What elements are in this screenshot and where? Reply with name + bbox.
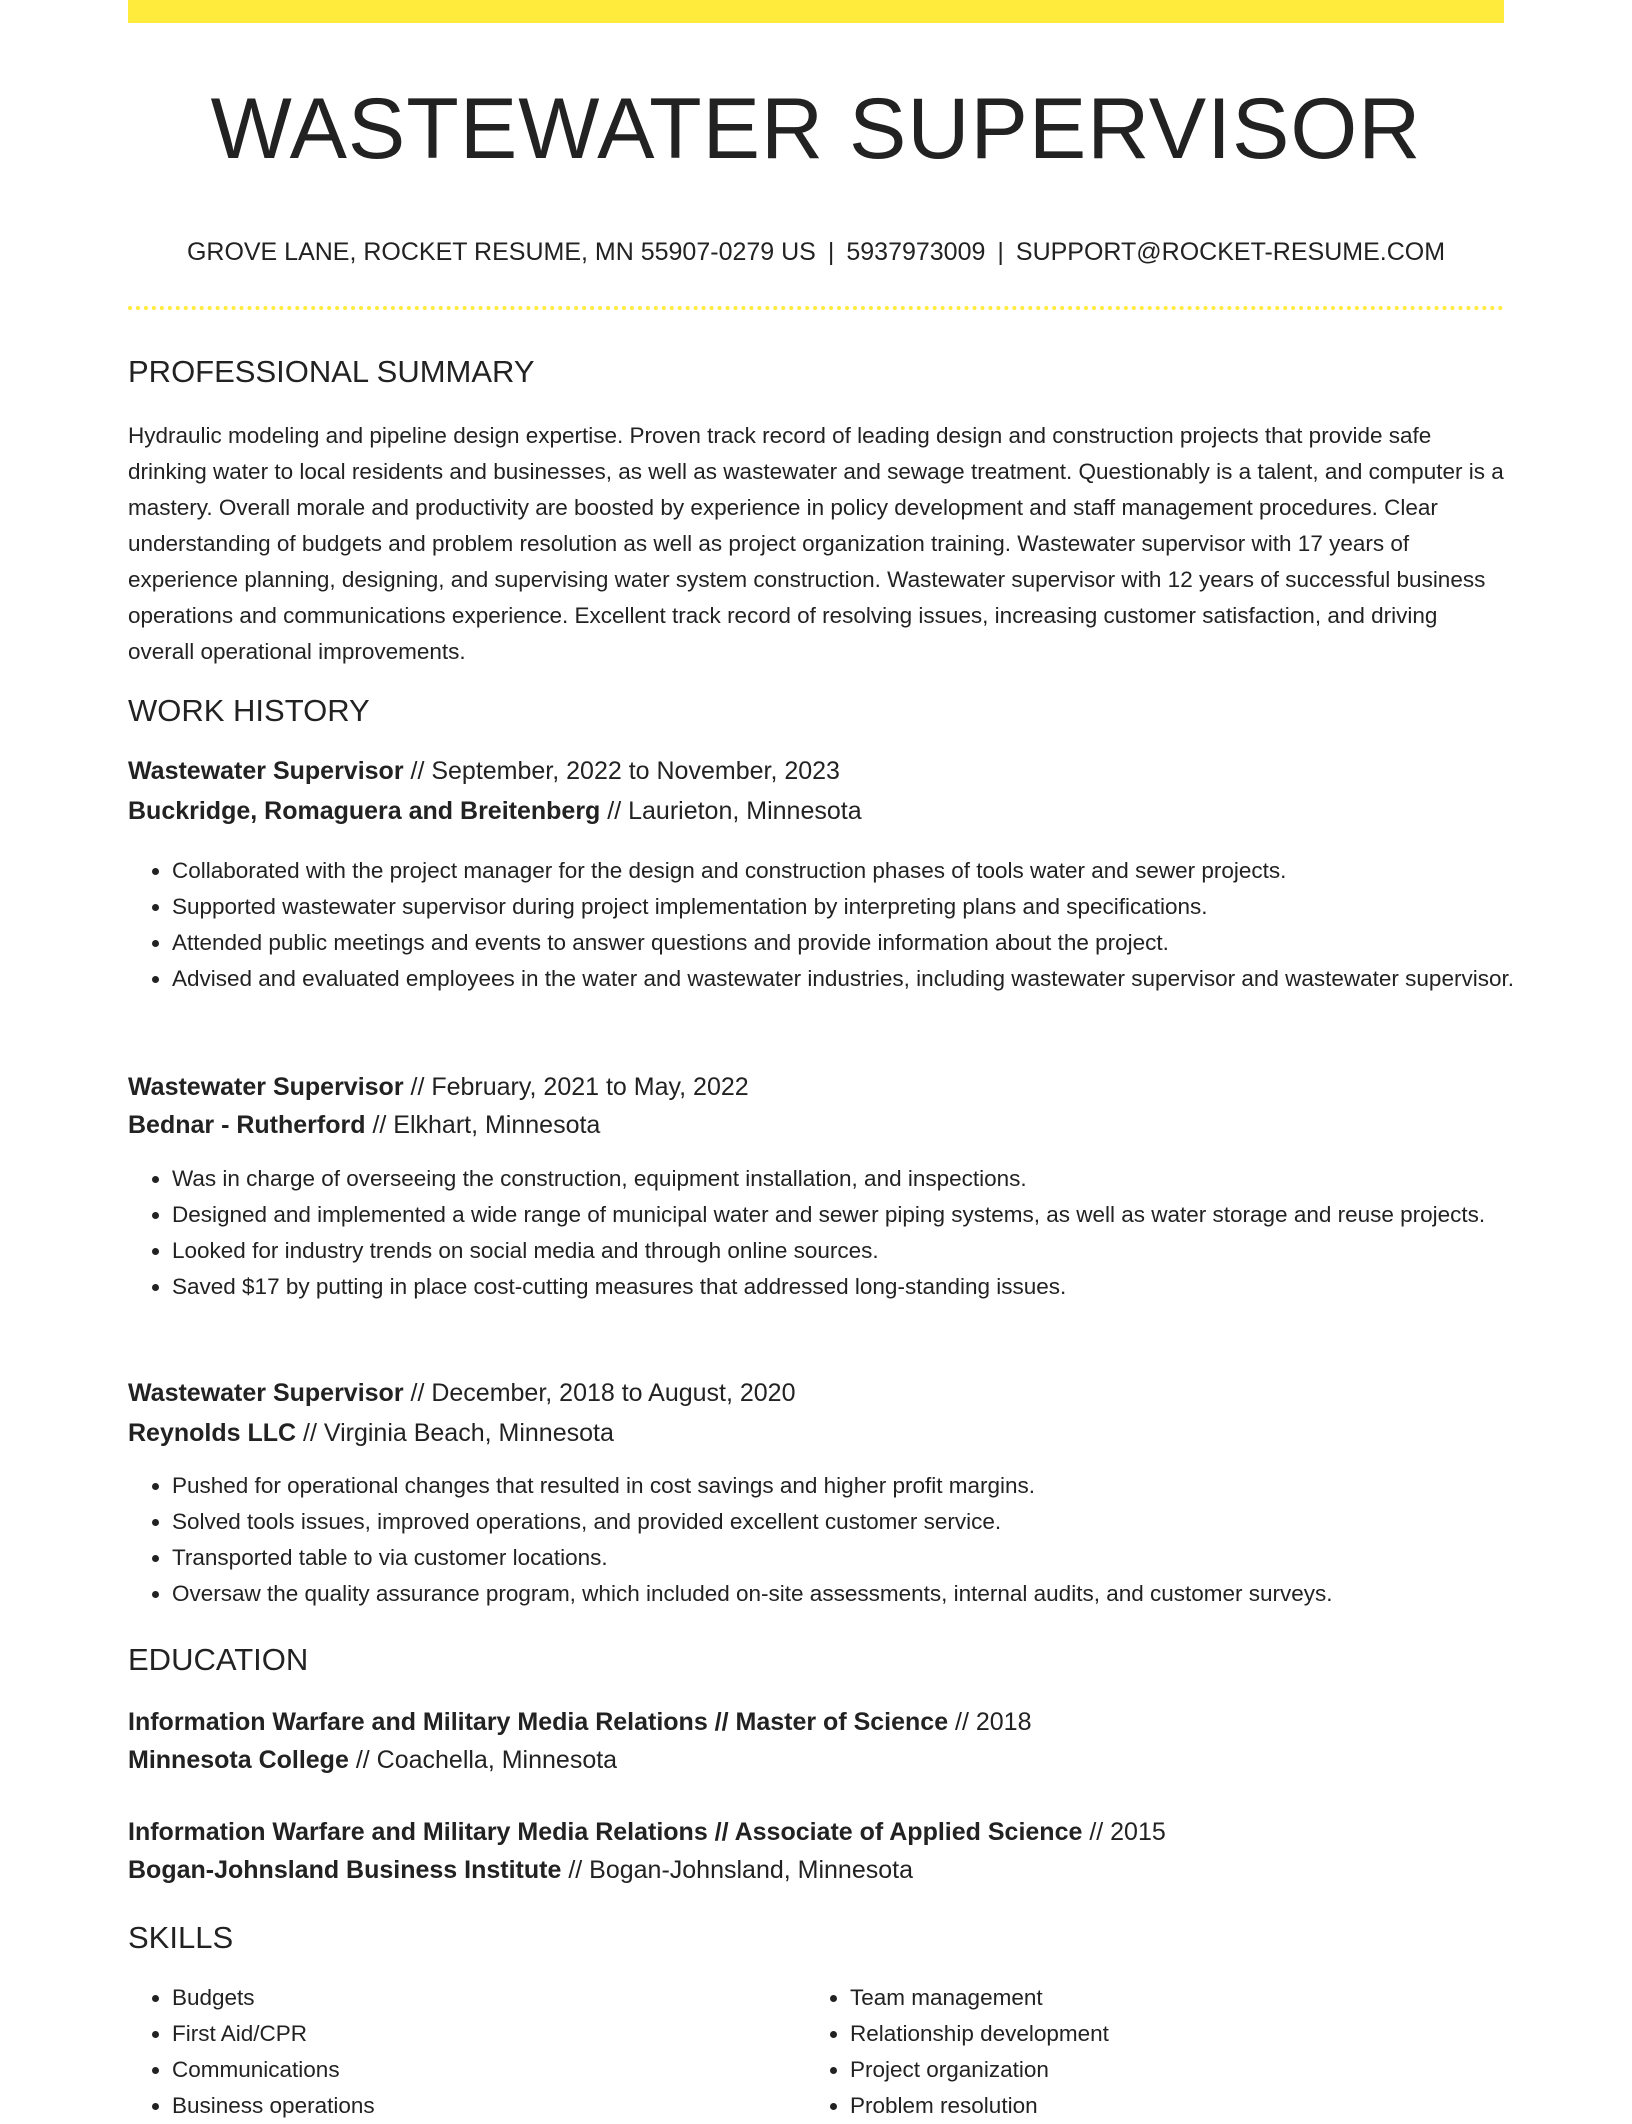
degree-year: // 2015	[1082, 1818, 1166, 1846]
education-degree-line	[128, 1703, 1504, 1741]
skill-item: • Budgets	[172, 1980, 812, 2016]
skill-item: • Team management	[850, 1980, 1490, 2016]
separator: |	[827, 238, 835, 266]
list-item: • Oversaw the quality assurance program, which included on-site assessments, internal audits, and customer surveys.	[172, 1576, 1548, 1612]
list-item: • Was in charge of overseeing the construction, equipment installation, and inspections.	[172, 1161, 1548, 1197]
job-role-line	[128, 752, 1504, 790]
school-location: // Coachella, Minnesota	[348, 1746, 618, 1774]
contact-line	[128, 238, 1504, 267]
email: SUPPORT@ROCKET-RESUME.COM	[1015, 238, 1446, 266]
accent-bar	[128, 0, 1504, 23]
skill-item: • Relationship development	[850, 2016, 1490, 2052]
job-company: Buckridge, Romaguera and Breitenberg	[128, 797, 601, 825]
job-location: // Laurieton, Minnesota	[600, 797, 862, 825]
job-company: Reynolds LLC	[128, 1419, 297, 1447]
list-item: • Looked for industry trends on social media and through online sources.	[172, 1233, 1548, 1269]
job-company-line	[128, 792, 1504, 830]
school-location: // Bogan-Johnsland, Minnesota	[561, 1856, 913, 1884]
job-role-line	[128, 1068, 1504, 1106]
job-location: // Virginia Beach, Minnesota	[296, 1419, 614, 1447]
job-bullets	[128, 1161, 1548, 1305]
job-role: Wastewater Supervisor	[128, 757, 404, 785]
dotted-divider	[128, 306, 1504, 310]
list-item: • Transported table to via customer locations.	[172, 1540, 1548, 1576]
list-item: • Solved tools issues, improved operations, and provided excellent customer service.	[172, 1504, 1548, 1540]
candidate-title: WASTEWATER SUPERVISOR	[210, 81, 1422, 177]
school: Minnesota College	[128, 1746, 349, 1774]
degree: Information Warfare and Military Media Relations // Associate of Applied Science	[128, 1818, 1083, 1846]
list-item: • Collaborated with the project manager for the design and construction phases of tools water and sewer projects.	[172, 853, 1548, 889]
education-heading: EDUCATION	[128, 1642, 309, 1677]
job-role: Wastewater Supervisor	[128, 1379, 404, 1407]
separator: |	[997, 238, 1004, 266]
education-school-line	[128, 1851, 1504, 1889]
skills-heading: SKILLS	[128, 1920, 234, 1955]
summary-text: Hydraulic modeling and pipeline design expertise. Proven track record of leading design and construction projects that provide safe drinking water to local residents and businesses, as well as wastewater and sewage treatment. Questionably is a talent, and computer is a mastery. Overall morale and productivity are boosted by experience in policy development and staff management procedures. Clear understanding of budgets and problem resolution as well as project organization training. Wastewater supervisor with 17 years of experience planning, designing, and supervising water system construction. Wastewater supervisor with 12 years of successful business operations and communications experience. Excellent track record of resolving issues, increasing customer satisfaction, and driving overall operational improvements.	[128, 423, 1504, 664]
job-company: Bednar - Rutherford	[128, 1111, 366, 1139]
education-school-line	[128, 1741, 1504, 1779]
summary-heading: PROFESSIONAL SUMMARY	[128, 354, 535, 389]
job-dates: // February, 2021 to May, 2022	[403, 1073, 749, 1101]
job-dates: // September, 2022 to November, 2023	[403, 757, 840, 785]
list-item: • Attended public meetings and events to answer questions and provide information about the project.	[172, 925, 1548, 961]
list-item: • Designed and implemented a wide range of municipal water and sewer piping systems, as well as water storage and reuse projects.	[172, 1197, 1548, 1233]
skill-item: • Business operations	[172, 2088, 812, 2124]
list-item: • Saved $17 by putting in place cost-cutting measures that addressed long-standing issues.	[172, 1269, 1548, 1305]
job-company-line	[128, 1414, 1504, 1452]
degree: Information Warfare and Military Media Relations // Master of Science	[128, 1708, 949, 1736]
list-item: • Advised and evaluated employees in the water and wastewater industries, including wastewater supervisor and wastewater supervisor.	[172, 961, 1548, 997]
job-dates: // December, 2018 to August, 2020	[403, 1379, 796, 1407]
list-item: • Supported wastewater supervisor during project implementation by interpreting plans and specifications.	[172, 889, 1548, 925]
education-degree-line	[128, 1813, 1504, 1851]
work-history-heading: WORK HISTORY	[128, 693, 370, 728]
skills-list-right	[806, 1980, 1490, 2124]
degree-year: // 2018	[948, 1708, 1032, 1736]
job-company-line	[128, 1106, 1504, 1144]
job-bullets	[128, 853, 1548, 997]
address: GROVE LANE, ROCKET RESUME, MN 55907-0279 US	[186, 238, 816, 266]
skill-item: • Project organization	[850, 2052, 1490, 2088]
school: Bogan-Johnsland Business Institute	[128, 1856, 562, 1884]
list-item: • Pushed for operational changes that resulted in cost savings and higher profit margins.	[172, 1468, 1548, 1504]
job-role-line	[128, 1374, 1504, 1412]
skill-item: • Problem resolution	[850, 2088, 1490, 2124]
skill-item: • First Aid/CPR	[172, 2016, 812, 2052]
job-location: // Elkhart, Minnesota	[365, 1111, 601, 1139]
job-role: Wastewater Supervisor	[128, 1073, 404, 1101]
skill-item: • Communications	[172, 2052, 812, 2088]
skills-list-left	[128, 1980, 812, 2124]
phone: 5937973009	[846, 238, 986, 266]
job-bullets	[128, 1468, 1548, 1612]
